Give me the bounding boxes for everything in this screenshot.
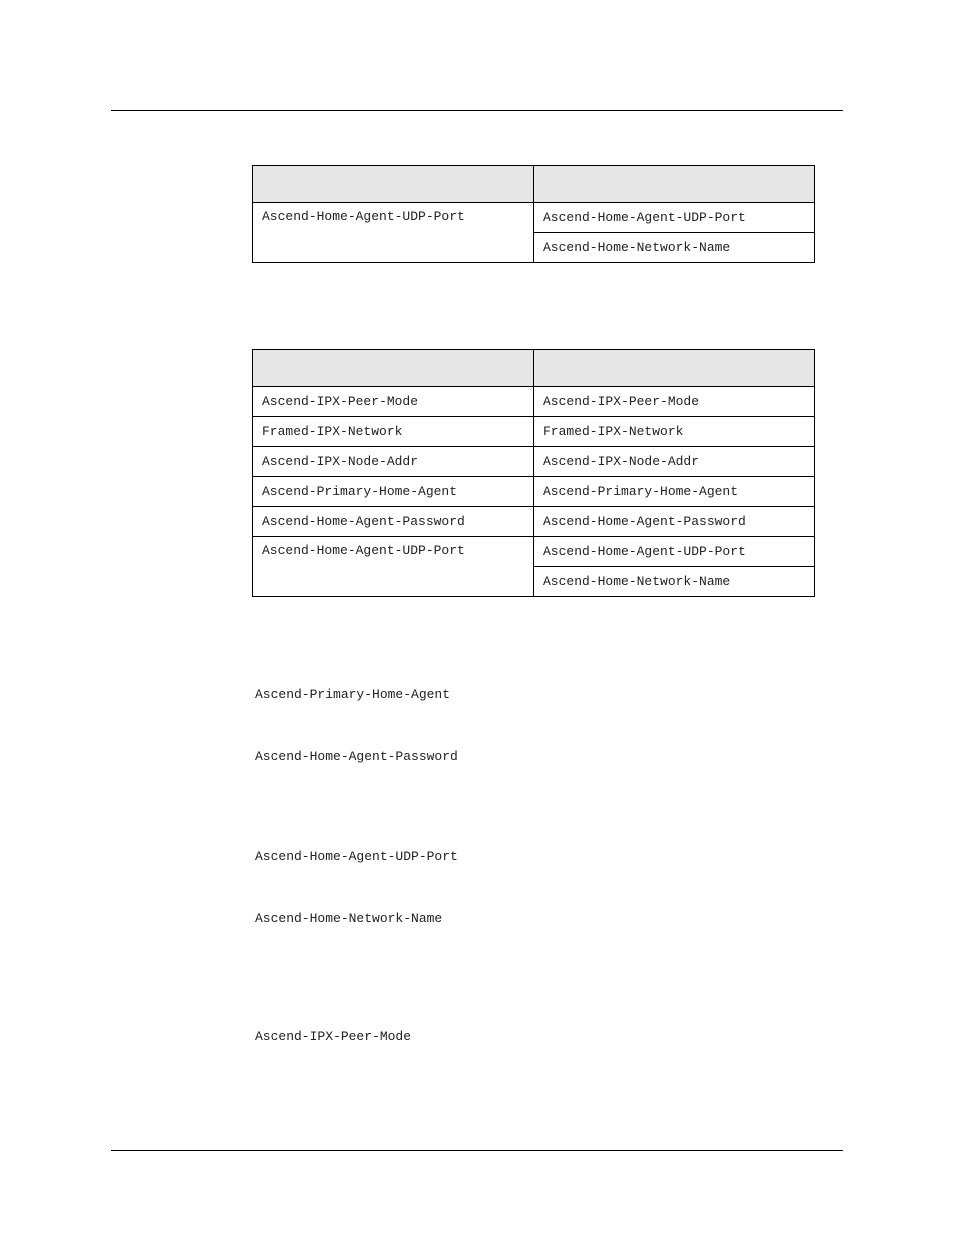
table-cell: Ascend-Home-Agent-UDP-Port (534, 537, 815, 567)
table-cell: Ascend-IPX-Peer-Mode (253, 387, 534, 417)
table-cell: Framed-IPX-Network (534, 417, 815, 447)
attribute-table-1 (252, 165, 815, 263)
table-cell: Ascend-IPX-Node-Addr (534, 447, 815, 477)
table-header-cell (534, 350, 815, 387)
table-cell: Ascend-Primary-Home-Agent (253, 477, 534, 507)
table-row (253, 537, 815, 567)
table-cell: Ascend-Home-Agent-UDP-Port (253, 537, 534, 597)
attribute-name-home-network-name: Ascend-Home-Network-Name (255, 911, 443, 926)
table-row (253, 417, 815, 447)
table-cell: Ascend-Home-Agent-Password (253, 507, 534, 537)
attribute-name-ipx-peer-mode: Ascend-IPX-Peer-Mode (255, 1029, 412, 1044)
table-header-row (253, 350, 815, 387)
table-cell: Ascend-Home-Network-Name (534, 567, 815, 597)
attribute-name-primary-home-agent: Ascend-Primary-Home-Agent (255, 687, 451, 702)
table-cell: Ascend-IPX-Peer-Mode (534, 387, 815, 417)
table-cell: Ascend-Home-Network-Name (534, 233, 815, 263)
table-cell: Ascend-Home-Agent-UDP-Port (253, 203, 534, 263)
table-cell: Ascend-Home-Agent-UDP-Port (534, 203, 815, 233)
attribute-table-2 (252, 349, 815, 597)
footer-rule (111, 1150, 843, 1151)
table-row (253, 507, 815, 537)
table-cell: Ascend-Primary-Home-Agent (534, 477, 815, 507)
header-rule (111, 110, 843, 111)
table-header-cell (534, 166, 815, 203)
table-header-row (253, 166, 815, 203)
table-cell: Ascend-IPX-Node-Addr (253, 447, 534, 477)
table-header-cell (253, 350, 534, 387)
table-header-cell (253, 166, 534, 203)
attribute-name-home-agent-password: Ascend-Home-Agent-Password (255, 749, 458, 764)
table-row (253, 477, 815, 507)
table-row (253, 203, 815, 233)
attribute-name-home-agent-udp-port: Ascend-Home-Agent-UDP-Port (255, 849, 458, 864)
table-cell: Framed-IPX-Network (253, 417, 534, 447)
table-row (253, 387, 815, 417)
table-row (253, 447, 815, 477)
table-cell: Ascend-Home-Agent-Password (534, 507, 815, 537)
